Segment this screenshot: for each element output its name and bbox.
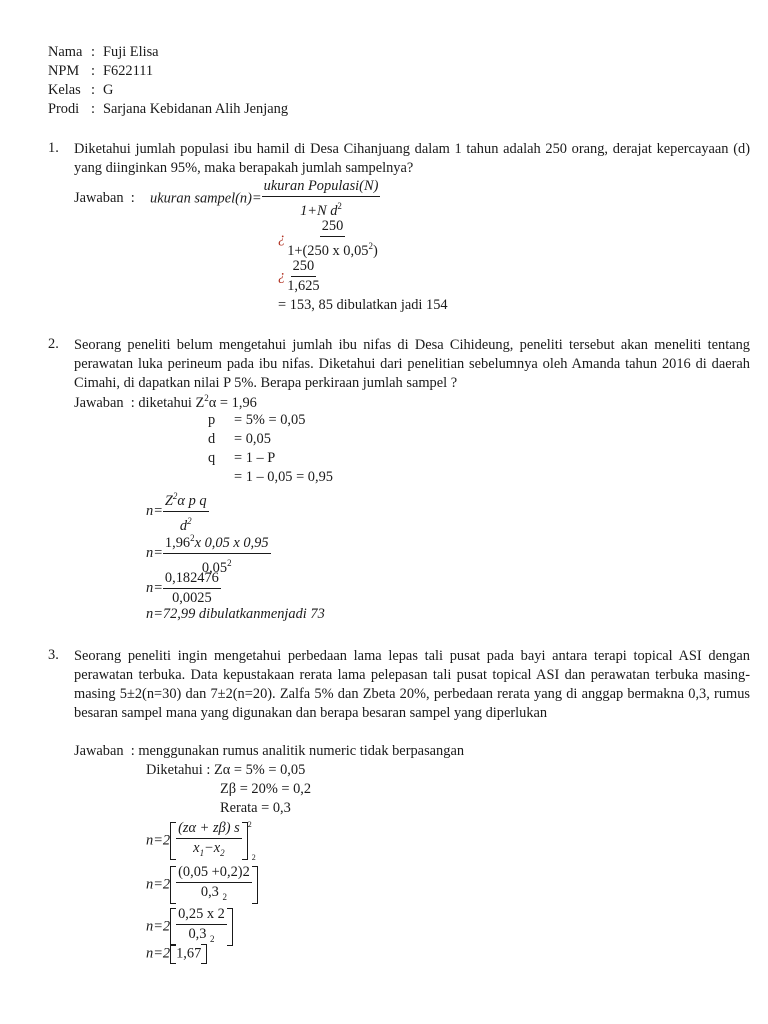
prodi-label: Prodi [48,101,80,117]
q2-e2-den: 0,05 [201,559,228,576]
q2-e2-lhs: n= [146,544,163,561]
q3-eq-4 [146,944,207,964]
q3-dik-3: Rerata = 0,3 [220,800,291,816]
q3-text: Seorang peneliti ingin mengetahui perbedaan lama lepas tali pusat pada bayi antara terapi topical ASI dengan perawatan terbuka. Data kepustakaan rerata lama pelepasan tali pusat topical ASI dan perawatan terbuka masing-masing 5±2(n=30) dan 7±2(n=20). Zalfa 5% dan Zbeta 20%, perbedaan rerata yang di anggap bermakna 0,3, rumus besaran sampel mana yang digunakan dan berapa besaran sampel yang diperlukan [74,648,750,721]
q3-jawaban: Jawaban : menggunakan rumus analitik numeric tidak berpasangan [74,743,465,759]
q3-e4-val: 1,67 [176,945,202,962]
q1-formula-1 [150,178,380,220]
q2-d-value: = 0,05 [234,431,271,447]
q2-d-label: d [208,431,216,447]
q2-e2-den-sq: 2 [227,557,232,568]
q2-jawaban: Jawaban : diketahui $Z^2\alpha = 1,96$ [74,393,257,411]
q1-result: = 153, 85 dibulatkan jadi 154 [278,297,448,313]
prodi-value: Sarjana Kebidanan Alih Jenjang [103,101,289,117]
q2-dik-pre: diketahui Z [138,394,205,411]
q1-text: Diketahui jumlah populasi ibu hamil di Desa Cihanjuang dalam 1 tahun adalah 250 orang, derajat kepercayaan (d) yang diinginkan 95%, maka berapakah jumlah sampelnya? [74,141,750,176]
q3-e2-num: (0,05 +0,2)2 [176,864,252,883]
kelas-colon: : [91,82,95,98]
q2-e1-den-sq: 2 [187,515,192,526]
q1-number: 1. [48,140,59,156]
q2-q2-value: = 1 – 0,05 = 0,95 [234,469,333,485]
q2-jawaban-label: Jawaban [74,394,124,411]
q3-e3-lhs: n=2 [146,918,171,935]
q1-f3-den: 1,625 [287,278,320,294]
q3-dik-2: Zβ = 20% = 0,2 [220,781,312,797]
q3-e2-den: 0,3 [200,884,219,900]
q1-f1-num: ukuran Populasi(N) [262,178,381,197]
q1-jawaban: Jawaban : [74,190,135,206]
q2-e3-den: 0,0025 [172,590,212,606]
q1-f2-den-close: ) [372,242,378,259]
npm-label: NPM [48,63,80,79]
q1-formula-2 [278,218,380,260]
q2-e1-sq: 2 [172,491,178,501]
q3-eq-3 [146,906,233,948]
q3-e3-den: 0,3 [188,926,207,942]
q1-f3-sym: ¿ [278,268,286,284]
q3-jawaban-text: menggunakan rumus analitik numeric tidak berpasangan [138,743,465,759]
q1-f1-lhs: ukuran sampel(n)= [150,190,262,207]
q3-e1-den-sub2: 2 [220,847,225,858]
npm-colon: : [91,63,95,79]
q1-f2-sq: 2 [368,241,373,251]
q3-e1-den-sub1: 1 [199,847,205,858]
q3-e1-den-mid: −x [204,840,221,856]
kelas-label: Kelas [48,82,81,98]
q1-f1-den: 1+N d [300,202,338,219]
q2-e2-num-a: 1,96 [164,534,191,551]
nama-label: Nama [48,44,83,60]
q1-f2-sym: ¿ [278,230,286,247]
q1-f2-den: 1+(250 x 0,05 [287,242,369,259]
q3-number: 3. [48,647,59,663]
q1-formula-3 [278,258,322,295]
q3-e4-lhs: n=2 [146,945,171,962]
q1-f2-num: 250 [320,218,346,237]
q3-e2-sq: 2 [222,891,227,902]
q2-p-value: = 5% = 0,05 [234,412,306,428]
q1-jawaban-label: Jawaban [74,190,124,206]
q2-eq-1 [146,488,209,535]
q1-f1-sq: 2 [337,201,342,211]
q3-dik-1: Diketahui : Zα = 5% = 0,05 [146,762,306,778]
q2-text: Seorang peneliti belum mengetahui jumlah ibu nifas di Desa Cihideung, peneliti tersebut akan meneliti tentang perawatan luka perineum pada ibu nifas. Diketahui dari penelitian sebelumnya oleh Amanda tahun 2016 di daerah Cimahi, di dapatkan nilai P 5%. Berapa perkiraan jumlah sampel ? [74,337,750,391]
q2-p-label: p [208,412,216,428]
nama-value: Fuji Elisa [103,44,159,60]
q2-eq-3 [146,570,221,607]
q3-e1-lhs: n=2 [146,832,171,849]
q2-dik-sq: 2 [204,393,209,403]
q3-e3-sq: 2 [210,933,215,944]
q2-e1-den: d [179,517,188,534]
q2-dik-post: α = 1,96 [208,394,257,411]
q3-e3-num: 0,25 x 2 [176,906,227,925]
npm-value: F622111 [103,63,154,79]
q3-e2-lhs: n=2 [146,876,171,893]
q2-e1-lhs: n= [146,502,163,519]
q2-e1-num-post: α p q [177,492,207,509]
q2-number: 2. [48,336,59,352]
q2-eq-4: n=72,99 dibulatkanmenjadi 73 [146,606,325,622]
q3-e1-sq2: 2 [251,852,256,862]
q2-e2-num-b: x 0,05 x 0,95 [194,534,269,551]
kelas-value: G [103,82,114,98]
q3-e1-den-a: x [193,840,200,856]
prodi-colon: : [91,101,95,117]
q1-f3-num: 250 [291,258,317,277]
q2-e2-sq: 2 [190,533,195,543]
q3-e1-num: (zα + zβ) s [176,820,242,839]
nama-colon: : [91,44,95,60]
q3-e1-sq: 2 [247,820,252,829]
q2-q-label: q [208,450,216,466]
q2-e3-num: 0,182476 [163,570,221,589]
q3-eq-2 [146,864,258,906]
q3-jawaban-label: Jawaban [74,743,124,759]
q2-e1-num: Z [164,492,173,509]
q3-eq-1 [146,820,256,862]
q2-q-value: = 1 – P [234,450,276,466]
q2-e3-lhs: n= [146,580,163,596]
